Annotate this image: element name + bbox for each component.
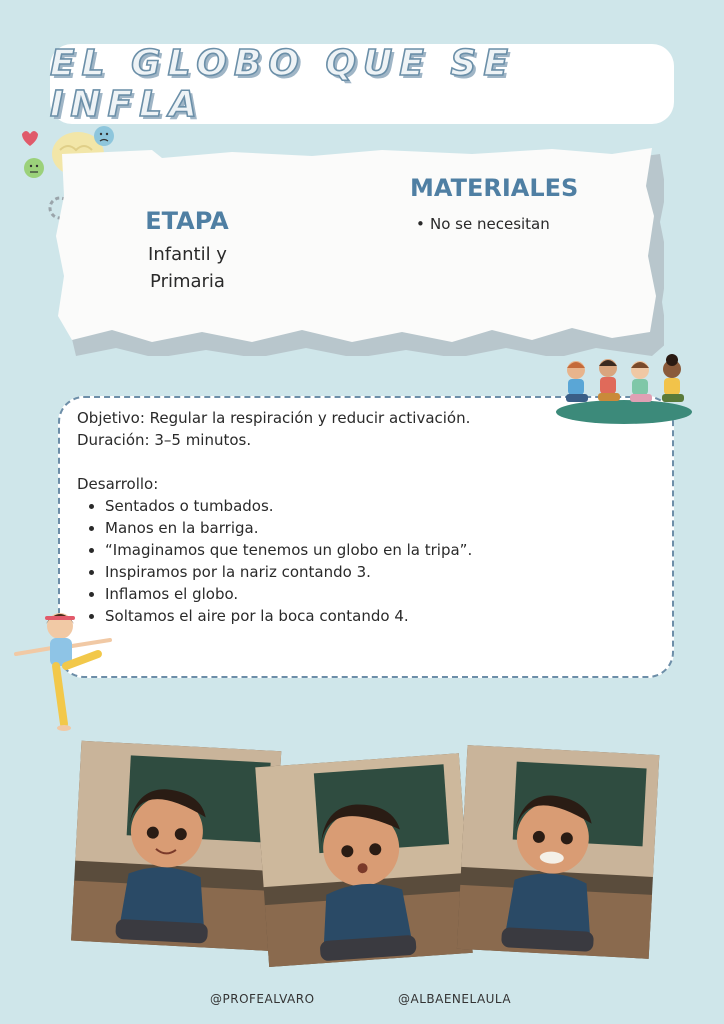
steps-list: [77, 495, 637, 627]
step-item: • Manos en la barriga.: [105, 517, 637, 539]
footer-handle-left: @PROFEALVARO: [210, 992, 315, 1006]
desarrollo-label: Desarrollo:: [77, 475, 159, 493]
step-item: • Inflamos el globo.: [105, 583, 637, 605]
page-title: EL GLOBO QUE SE INFLA: [50, 43, 515, 125]
etapa-heading: ETAPA: [145, 207, 229, 235]
materiales-heading: MATERIALES: [410, 174, 579, 202]
step-item: • Soltamos el aire por la boca contando 4.: [105, 605, 637, 627]
footer-handle-right: @ALBAENELAULA: [398, 992, 512, 1006]
title-banner: [50, 44, 674, 124]
step-item: • “Imaginamos que tenemos un globo en la tripa”.: [105, 539, 637, 561]
kids-sitting-illustration: [552, 352, 696, 426]
photo-boy-breathing-3: [452, 740, 666, 968]
step-item: • Inspiramos por la nariz contando 3.: [105, 561, 637, 583]
step-item: • Sentados o tumbados.: [105, 495, 637, 517]
photo-boy-breathing-2: [250, 748, 480, 972]
activity-text: [77, 407, 637, 627]
etapa-line-1: Infantil y: [148, 244, 227, 265]
objetivo-text: Objetivo: Regular la respiración y reducir activación.: [77, 409, 471, 427]
etapa-text: [120, 241, 255, 295]
duracion-text: Duración: 3–5 minutos.: [77, 431, 252, 449]
materiales-item: • No se necesitan: [430, 215, 550, 233]
etapa-line-2: Primaria: [150, 271, 225, 292]
yoga-girl-illustration: [12, 604, 118, 732]
materiales-list: [430, 215, 550, 233]
